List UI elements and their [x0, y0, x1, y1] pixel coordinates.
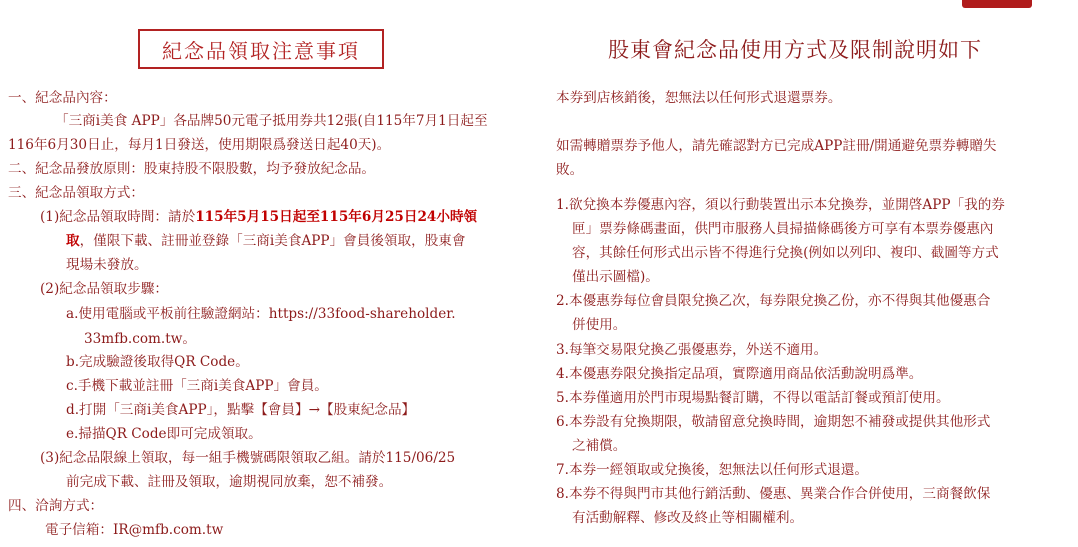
no-refund-note: 本券到店核銷後，恕無法以任何形式退還票券。 — [556, 90, 842, 106]
step-a-line-1: a.使用電腦或平板前往驗證網站：https://33food-shareholder. — [66, 306, 456, 322]
contact-email: 電子信箱：IR@mfb.com.tw — [45, 522, 224, 538]
claim-period-line-3: 現場未發放。 — [66, 257, 148, 273]
rule-1-line-3: 容，其餘任何形式出示皆不得進行兌換(例如以列印、複印、截圖等方式 — [572, 245, 999, 261]
rule-1-line-1: 1.欲兌換本券優惠內容，須以行動裝置出示本兌換券，並開啓APP「我的券 — [556, 197, 1005, 213]
online-only-line-2: 前完成下載、註冊及領取，逾期視同放棄，恕不補發。 — [66, 474, 393, 490]
transfer-note-line-2: 敗。 — [556, 162, 584, 178]
contents-line-1: 「三商i美食 APP」各品牌50元電子抵用券共12張(自115年7月1日起至 — [55, 113, 488, 129]
rule-6-line-2: 之補償。 — [572, 438, 627, 454]
rule-2-line-1: 2.本優惠券每位會員限兌換乙次，每券限兌換乙份，亦不得與其他優惠合 — [556, 293, 991, 309]
claim-steps-heading: (2)紀念品領取步驟： — [40, 281, 169, 297]
rule-7: 7.本券一經領取或兌換後，恕無法以任何形式退還。 — [556, 462, 869, 478]
distribution-principle: 二、紀念品發放原則：股東持股不限股數，均予發放紀念品。 — [8, 161, 376, 177]
online-only-line-1: (3)紀念品限線上領取，每一組手機號碼限領取乙組。請於115/06/25 — [40, 450, 456, 466]
step-a-line-2: 33mfb.com.tw。 — [84, 331, 196, 347]
rule-8-line-1: 8.本券不得與門市其他行銷活動、優惠、異業合作合併使用，三商餐飲保 — [556, 486, 991, 502]
rule-5: 5.本券僅適用於門市現場點餐訂購，不得以電話訂餐或預訂使用。 — [556, 390, 950, 406]
claim-period-line-2: 取，僅限下載、註冊並登錄「三商i美食APP」會員後領取，股東會 — [66, 233, 466, 249]
contents-line-2: 116年6月30日止，每月1日發送，使用期限爲發送日起40天)。 — [8, 137, 391, 153]
rule-2-line-2: 併使用。 — [572, 317, 627, 333]
section-method-heading: 三、紀念品領取方式： — [8, 185, 144, 201]
step-b: b.完成驗證後取得QR Code。 — [66, 354, 249, 370]
left-title: 紀念品領取注意事項 — [138, 29, 384, 69]
section-contents-heading: 一、紀念品內容： — [8, 90, 117, 106]
step-e: e.掃描QR Code即可完成領取。 — [66, 426, 262, 442]
rule-1-line-4: 僅出示圖檔)。 — [572, 269, 659, 285]
claim-period-line-1: (1)紀念品領取時間：請於115年5月15日起至115年6月25日24小時領 — [40, 209, 478, 225]
step-d: d.打開「三商i美食APP」，點擊【會員】→【股東紀念品】 — [66, 402, 416, 418]
rule-3: 3.每筆交易限兌換乙張優惠券，外送不適用。 — [556, 342, 828, 358]
step-c: c.手機下載並註冊「三商i美食APP」會員。 — [66, 378, 328, 394]
rule-1-line-2: 匣」票券條碼畫面，供門市服務人員掃描條碼後方可享有本票券優惠內 — [572, 221, 994, 237]
claim-period-highlight: 115年5月15日起至115年6月25日24小時領 — [195, 209, 478, 225]
rule-8-line-2: 有活動解釋、修改及終止等相關權利。 — [572, 510, 804, 526]
transfer-note-line-1: 如需轉贈票券予他人，請先確認對方已完成APP註冊/開通避免票券轉贈失 — [556, 138, 997, 154]
right-title: 股東會紀念品使用方式及限制說明如下 — [608, 38, 982, 62]
section-contact-heading: 四、洽詢方式： — [8, 498, 104, 514]
brand-logo — [962, 0, 1032, 8]
rule-6-line-1: 6.本券設有兌換期限，敬請留意兌換時間，逾期恕不補發或提供其他形式 — [556, 414, 991, 430]
rule-4: 4.本優惠券限兌換指定品項，實際適用商品依活動說明爲準。 — [556, 366, 923, 382]
